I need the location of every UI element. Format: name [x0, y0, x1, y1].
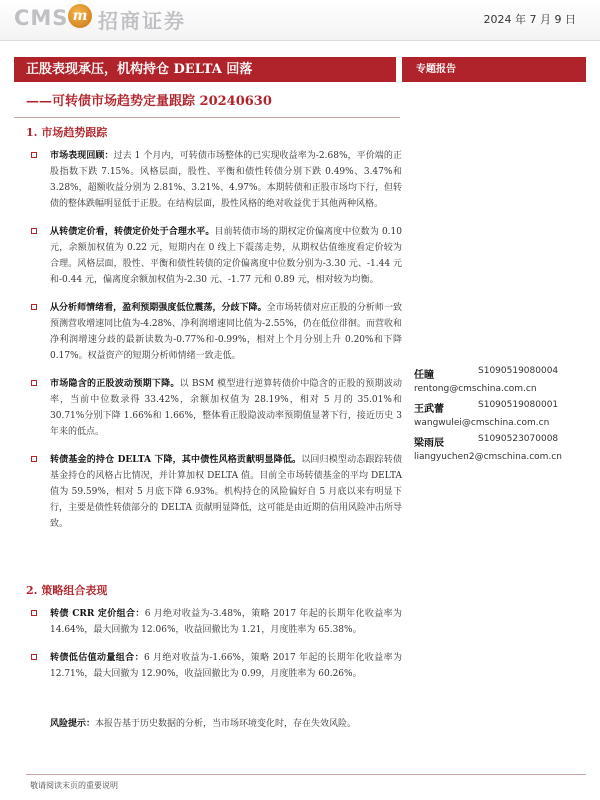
- bullet-paragraph: [26, 148, 402, 212]
- bullet-paragraph: [26, 224, 402, 288]
- paragraph-text: 全市场转债对应正股的分析师一致预测营收增速同比值为-4.28%、净利润增速同比值为-2.55%，仍在低位徘徊。而营收和净利润增速分歧的最新读数为-0.77%和-0.99%，相对上个月分别上升 0.20%和下降 0.17%。权益资产的短期分析师情绪一致走低。: [50, 303, 402, 361]
- bullet-paragraph: [26, 606, 402, 638]
- section-title: 1. 市场趋势跟踪: [26, 126, 108, 139]
- section-title: 2. 策略组合表现: [26, 584, 108, 597]
- square-bullet-icon: [31, 654, 37, 660]
- analyst-email[interactable]: rentong@cmschina.com.cn: [414, 384, 537, 394]
- page-header: [0, 0, 600, 41]
- analyst-license: S1090519080004: [478, 366, 559, 376]
- paragraph-lead: 市场表现回顾：: [50, 151, 114, 161]
- analyst-card: [414, 434, 586, 462]
- bullet-paragraph: [26, 300, 402, 364]
- analyst-license: S1090523070008: [478, 434, 559, 444]
- paragraph-text: 以 BSM 模型进行逆算转债价中隐含的正股的预期波动率，当前中位数录得 33.42%，余额加权值为 28.19%，相对 5 月的 35.01%和 30.71%分别下降 1.66%和 1.66%，整体看正股隐波动率预期值显著下行，接近历史 3 年来的低点。: [50, 379, 402, 437]
- paragraph-lead: 转债 CRR 定价组合：: [50, 609, 145, 619]
- report-subtitle: ——可转债市场趋势定量跟踪 20240630: [26, 94, 272, 109]
- analyst-list: [414, 366, 586, 468]
- square-bullet-icon: [31, 610, 37, 616]
- section-strategy-portfolio: [26, 582, 402, 694]
- paragraph-text: 6 月绝对收益为-3.48%，策略 2017 年起的长期年化收益率为 14.64%，最大回撤为 12.06%，收益回撤比为 1.21，月度胜率为 65.38%。: [50, 609, 402, 635]
- footer-disclaimer: 敬请阅读末页的重要说明: [30, 781, 118, 790]
- footer-divider: [26, 774, 586, 775]
- paragraph-lead: 从转债定价看，转债定价处于合理水平。: [50, 227, 215, 237]
- report-type-label: 专题报告: [416, 64, 456, 75]
- risk-warning: [50, 716, 402, 732]
- report-date: 2024 年 7 月 9 日: [483, 13, 576, 26]
- logo-seal-icon: m: [68, 4, 92, 28]
- analyst-email[interactable]: liangyuchen2@cmschina.com.cn: [414, 452, 562, 462]
- analyst-license: S1090519080001: [478, 400, 559, 410]
- bullet-paragraph: [26, 650, 402, 682]
- section-market-trend: [26, 124, 402, 544]
- paragraph-lead: 市场隐含的正股波动预期下降。: [50, 379, 180, 389]
- bullet-paragraph: [26, 452, 402, 532]
- square-bullet-icon: [31, 304, 37, 310]
- risk-text: 本报告基于历史数据的分析，当市场环境变化时，存在失效风险。: [95, 719, 357, 729]
- bullet-paragraph: [26, 376, 402, 440]
- report-type-bar: [402, 57, 586, 82]
- paragraph-text: 6 月绝对收益为-1.66%，策略 2017 年起的长期年化收益率为 12.71%，最大回撤为 12.90%，收益回撤比为 0.99，月度胜率为 60.26%。: [50, 653, 402, 679]
- square-bullet-icon: [31, 456, 37, 462]
- square-bullet-icon: [31, 380, 37, 386]
- title-divider: [14, 117, 400, 118]
- analyst-email[interactable]: wangwulei@cmschina.com.cn: [414, 418, 550, 428]
- analyst-card: [414, 400, 586, 428]
- paragraph-lead: 转债基金的持仓 DELTA 下降，其中债性风格贡献明显降低。: [50, 455, 302, 465]
- paragraph-text: 过去 1 个月内，可转债市场整体的已实现收益率为-2.68%，平价端的正股指数下跌 7.15%。风格层面，股性、平衡和债性转债分别下跌 0.49%、3.47%和 3.28%，超额收益分别为 2.81%、3.21%、4.97%。本期转债和正股市场均下行，但转债的整体跌幅明显低于正股。在结构层面，股性风格的绝对收益优于其他两种风格。: [50, 151, 402, 209]
- paragraph-lead: 转债低估值动量组合：: [50, 653, 144, 663]
- title-bar: [14, 57, 396, 82]
- square-bullet-icon: [31, 228, 37, 234]
- logo-latin-text: CMS: [14, 6, 69, 30]
- square-bullet-icon: [31, 152, 37, 158]
- analyst-name: 王武蕾: [414, 404, 444, 415]
- risk-lead: 风险提示：: [50, 719, 96, 729]
- paragraph-text: 目前转债市场的期权定价偏离度中位数为 0.10 元，余额加权值为 0.22 元，短期内在 0 线上下震荡走势，从期权估值维度看定价较为合理。风格层面，股性、平衡和债性转债的定价偏离度中位数分别为-3.30 元、-1.44 元和-0.44 元，偏离度余额加权值为-2.30 元、-1.77 元和 0.89 元，相对较为均衡。: [50, 227, 402, 285]
- analyst-name: 任瞳: [414, 370, 434, 381]
- report-title: 正股表现承压，机构持仓 DELTA 回落: [26, 62, 253, 77]
- analyst-card: [414, 366, 586, 394]
- paragraph-text: 以回归模型动态跟踪转债基金持仓的风格占比情况，并计算加权 DELTA 值。目前全市场转债基金的平均 DELTA 值为 59.59%，相对 5 月底下降 6.93%。机构持仓的风险偏好自 5 月底以来有明显下行，主要是债性转债部分的 DELTA 贡献明显降低，这可能是由近期的信用风险冲击所导致。: [50, 455, 402, 529]
- analyst-name: 梁雨辰: [414, 438, 444, 449]
- logo-chinese-text: 招商证券: [98, 9, 186, 33]
- paragraph-lead: 从分析师情绪看，盈利预期强度低位震荡，分歧下降。: [50, 303, 267, 313]
